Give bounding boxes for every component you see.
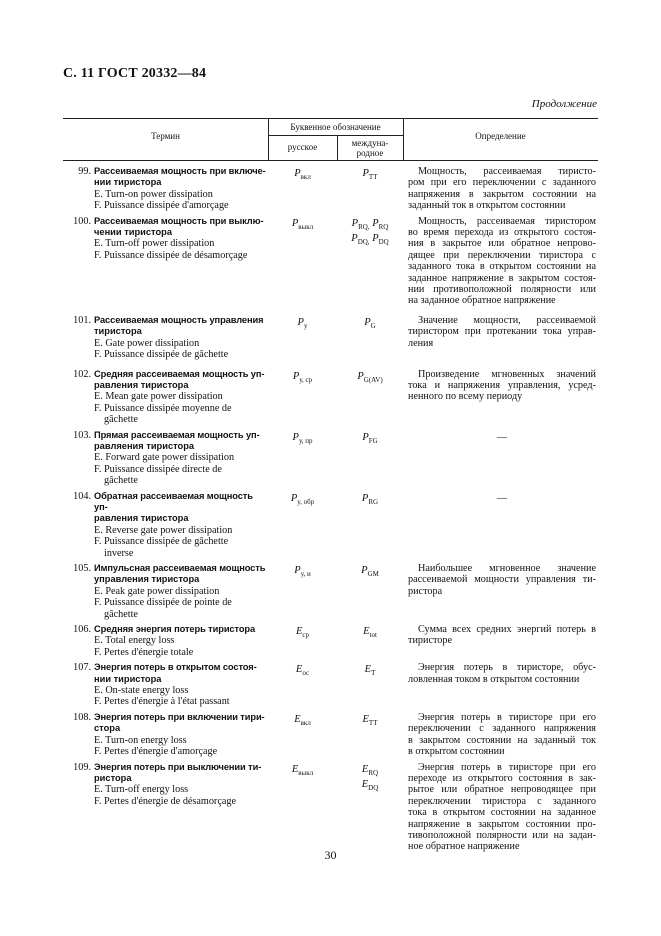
- term-english: E. Mean gate power dissipation: [94, 391, 223, 403]
- symbol-base: P: [364, 316, 371, 328]
- definition-cell: [403, 662, 598, 708]
- term-french: gâchette: [104, 608, 138, 620]
- symbol-subscript: выкл: [298, 768, 314, 777]
- term-english: E. Turn-off energy loss: [94, 784, 189, 796]
- definition-line: Произведение мгновенных значений: [418, 368, 596, 380]
- symbol-intl: [337, 371, 403, 387]
- term-french: gâchette: [104, 414, 138, 426]
- definition-line: во время перехода из открытого состоя-: [408, 227, 596, 239]
- symbol-subscript: у, и: [300, 570, 311, 579]
- term-english: E. Gate power dissipation: [94, 337, 200, 349]
- term-french: F. Pertes d'énergie d'amorçage: [94, 746, 218, 758]
- symbol-intl: [337, 432, 403, 448]
- symbol-ru: [268, 218, 337, 234]
- table-row: [63, 430, 598, 487]
- term-ru: Импульсная рассеиваемая мощность: [94, 563, 266, 573]
- symbol-ru: [268, 764, 337, 780]
- term-french: inverse: [104, 547, 134, 559]
- symbol-intl: [337, 233, 403, 249]
- symbol-intl-cell: [337, 762, 403, 853]
- definition-line: ния в закрытое или обратное непрово-: [408, 238, 596, 250]
- term-number: 104.: [73, 490, 91, 502]
- term-cell: [63, 563, 268, 620]
- term-ru: Средняя энергия потерь тиристора: [94, 624, 256, 635]
- symbol-intl-cell: [337, 166, 403, 212]
- symbol-subscript: T: [371, 669, 376, 678]
- term-ru-continued: ристора: [94, 772, 132, 783]
- symbol-intl-cell: [337, 662, 403, 708]
- symbol-subscript: выкл: [298, 222, 314, 231]
- symbol-ru-cell: [268, 216, 337, 307]
- symbol-ru: [268, 493, 337, 509]
- symbol-base: P: [291, 217, 299, 229]
- symbol-subscript: у, обр: [297, 497, 315, 506]
- symbol-subscript: у: [303, 321, 308, 330]
- term-cell: [63, 369, 268, 426]
- symbol-subscript: вкл: [300, 718, 311, 727]
- definition-line: Энергия потерь в тиристоре при его: [418, 711, 596, 723]
- definition-line: на заданное обратное напряжение: [408, 295, 556, 307]
- symbol-base: E: [364, 664, 372, 676]
- term-ru: Рассеиваемая мощность при включе-: [94, 166, 266, 176]
- term-cell: [63, 662, 268, 708]
- term-number: 103.: [73, 429, 91, 441]
- symbol-ru: [268, 664, 337, 680]
- term-french: gâchette: [104, 475, 138, 487]
- symbol-subscript: DQ,: [357, 238, 370, 247]
- symbol-base: P: [351, 233, 358, 245]
- definition-line: ненного по всему периоду: [408, 391, 523, 403]
- definition-line: переходе из открытого состояния в зак-: [408, 772, 596, 784]
- definition-line: Мощность, рассеиваемая тиристором: [418, 215, 596, 227]
- definition-cell: [403, 430, 598, 487]
- term-number: 108.: [73, 711, 91, 723]
- symbol-ru-cell: [268, 491, 337, 559]
- table-top-rule: [63, 118, 598, 119]
- symbol-intl-cell: [337, 563, 403, 620]
- symbol-ru-cell: [268, 430, 337, 487]
- continuation-label: Продолжение: [531, 98, 597, 110]
- term-cell: [63, 624, 268, 658]
- symbol-intl: [337, 714, 403, 730]
- symbol-subscript: G: [370, 321, 376, 330]
- term-ru: Рассеиваемая мощность управления: [94, 314, 264, 325]
- definition-line: ления: [408, 337, 434, 349]
- symbol-base: P: [297, 316, 304, 328]
- symbol-intl: [337, 493, 403, 509]
- symbol-ru-cell: [268, 166, 337, 212]
- symbol-base: P: [357, 370, 364, 382]
- term-cell: [63, 430, 268, 487]
- symbol-base: P: [361, 492, 369, 504]
- symbol-base: P: [294, 168, 301, 179]
- table-header-bottom-rule: [63, 160, 598, 161]
- symbol-base: P: [290, 492, 298, 504]
- term-first-line: [73, 624, 268, 635]
- term-ru-continued: стора: [94, 723, 121, 734]
- term-french: F. Pertes d'énergie totale: [94, 646, 194, 658]
- symbol-subheader-rule: [268, 135, 403, 136]
- symbol-subscript: RQ: [368, 768, 379, 777]
- symbol-subscript: RG: [368, 497, 379, 506]
- header-symbol-intl-line2: родное: [356, 148, 384, 158]
- term-cell: [63, 216, 268, 307]
- symbol-base: E: [363, 626, 370, 638]
- symbol-subscript: TT: [368, 173, 378, 182]
- term-french: F. Puissance dissipée de gâchette: [94, 536, 229, 548]
- definition-line: ловленная током в открытом состоянии: [408, 673, 580, 685]
- term-french: F. Puissance dissipée d'amorçage: [94, 200, 229, 212]
- definition-line: тиристором при протекании тока управ-: [408, 326, 596, 338]
- term-french: F. Pertes d'énergie de désamorçage: [94, 795, 236, 807]
- symbol-ru-cell: [268, 563, 337, 620]
- term-first-line: [73, 369, 268, 380]
- definition-line: Сумма всех средних энергий потерь в: [418, 624, 596, 636]
- term-english: E. Total energy loss: [94, 635, 175, 647]
- term-cell: [63, 491, 268, 559]
- term-english: E. On-state energy loss: [94, 685, 189, 697]
- symbol-ru: [268, 714, 337, 730]
- term-cell: [63, 166, 268, 212]
- symbol-ru-cell: [268, 624, 337, 658]
- term-english: E. Turn-off power dissipation: [94, 238, 215, 250]
- definition-line: заданный ток в открытом состоянии: [408, 200, 566, 212]
- table-row: [63, 166, 598, 212]
- term-ru-continued: нии тиристора: [94, 177, 162, 188]
- symbol-intl-cell: [337, 624, 403, 658]
- term-ru-continued: чении тиристора: [94, 227, 172, 238]
- term-french: F. Puissance dissipée de gâchette: [94, 349, 229, 361]
- term-number: 100.: [73, 215, 91, 227]
- term-number: 99.: [78, 166, 91, 177]
- term-first-line: [73, 430, 268, 441]
- symbol-intl: [337, 168, 403, 184]
- table-row: [63, 762, 598, 853]
- term-first-line: [73, 166, 268, 177]
- symbol-intl-cell: [337, 491, 403, 559]
- symbol-ru-cell: [268, 662, 337, 708]
- symbol-base: P: [362, 168, 369, 179]
- symbol-base: P: [361, 565, 368, 576]
- definition-line: заданного тока в открытом состоянии на: [408, 261, 596, 273]
- table-row: [63, 563, 598, 620]
- header-symbol-ru: русское: [287, 142, 318, 152]
- symbol-subscript: вкл: [300, 173, 311, 182]
- symbol-subscript: FG: [368, 436, 378, 445]
- term-english: E. Reverse gate power dissipation: [94, 524, 233, 536]
- definition-line: рассеиваемой мощности управления ти-: [408, 574, 596, 586]
- symbol-intl: [337, 218, 403, 234]
- term-number: 109.: [73, 761, 91, 773]
- symbol-intl-cell: [337, 315, 403, 361]
- header-symbol-intl-line1: междуна-: [351, 138, 389, 148]
- definition-cell: [403, 216, 598, 307]
- term-ru: Рассеиваемая мощность при выклю-: [94, 215, 264, 226]
- definition-line: рытое или обратное непроводящее при: [408, 784, 596, 796]
- term-ru: Обратная рассеиваемая мощность уп-: [94, 490, 253, 512]
- symbol-base: E: [295, 664, 303, 676]
- term-ru-continued: равления тиристора: [94, 379, 189, 390]
- symbol-ru-cell: [268, 762, 337, 853]
- term-first-line: [73, 662, 268, 673]
- term-english: E. Peak gate power dissipation: [94, 585, 220, 597]
- definition-line: тока в открытом состоянии на заданное: [408, 807, 596, 819]
- symbol-base: P: [292, 431, 299, 443]
- definition-line: в открытом состоянии: [408, 746, 505, 758]
- definition-line: —: [496, 492, 508, 504]
- symbol-base: E: [361, 779, 369, 790]
- symbol-intl-cell: [337, 216, 403, 307]
- term-french: F. Pertes d'énergie à l'état passant: [94, 696, 230, 708]
- definition-line: нии противоположной полярности или: [408, 284, 596, 296]
- symbol-base: E: [361, 763, 369, 775]
- symbol-subscript: RQ: [378, 222, 389, 231]
- symbol-subscript: ос: [302, 669, 310, 678]
- definition-line: переключении тиристора с заданного: [408, 795, 596, 807]
- page-number: 30: [324, 848, 337, 862]
- table-row: [63, 662, 598, 708]
- header-symbol: Буквенное обозначение: [290, 122, 381, 132]
- definition-line: напряжение в закрытом состоянии про-: [408, 818, 596, 830]
- term-first-line: [73, 563, 268, 574]
- symbol-base: P: [292, 370, 300, 382]
- term-ru: Прямая рассеиваемая мощность уп-: [94, 429, 260, 440]
- term-ru-continued: тиристора: [94, 326, 142, 337]
- term-first-line: [73, 762, 268, 773]
- symbol-subscript: ср: [302, 631, 310, 640]
- symbol-ru-cell: [268, 369, 337, 426]
- definition-line: в закрытом состоянии на заданный ток: [408, 734, 596, 746]
- term-ru: Энергия потерь в открытом состоя-: [94, 662, 257, 673]
- term-french: F. Puissance dissipée moyenne de: [94, 402, 232, 414]
- definition-line: дящее при переключении тиристора с: [408, 249, 596, 261]
- header-term: Термин: [151, 131, 180, 141]
- definition-cell: [403, 624, 598, 658]
- symbol-ru: [268, 317, 337, 333]
- definition-line: заданное напряжение в закрытом состоя-: [408, 272, 596, 284]
- term-ru-continued: равления тиристора: [94, 513, 189, 524]
- symbol-subscript: DQ: [368, 784, 379, 793]
- symbol-intl-cell: [337, 430, 403, 487]
- symbol-intl-cell: [337, 712, 403, 758]
- definition-cell: [403, 762, 598, 853]
- term-number: 107.: [73, 662, 91, 674]
- symbol-base: P: [351, 217, 359, 229]
- term-ru-continued: равляения тиристора: [94, 440, 195, 451]
- definition-line: Энергия потерь в тиристоре, обус-: [418, 662, 596, 674]
- definition-line: переключении с заданного напряжения: [408, 723, 596, 735]
- term-number: 105.: [73, 563, 91, 574]
- symbol-intl: [337, 764, 403, 780]
- symbol-base: E: [294, 713, 301, 725]
- term-number: 106.: [73, 624, 91, 636]
- term-first-line: [73, 491, 268, 514]
- term-first-line: [73, 315, 268, 326]
- definition-line: —: [496, 431, 508, 443]
- symbol-subscript: у, пр: [298, 436, 313, 445]
- term-english: E. Turn-on energy loss: [94, 734, 187, 746]
- page-header: С. 11 ГОСТ 20332—84: [63, 66, 207, 81]
- definition-cell: [403, 166, 598, 212]
- symbol-base: P: [362, 431, 369, 443]
- definition-line: ром при его переключении с заданного: [408, 177, 596, 189]
- table-row: [63, 369, 598, 426]
- symbol-base: P: [372, 217, 379, 229]
- symbol-subscript: GM: [367, 570, 379, 579]
- symbol-base: P: [372, 233, 379, 245]
- term-ru: Энергия потерь при выключении ти-: [94, 761, 262, 772]
- symbol-subscript: DQ: [378, 238, 389, 247]
- term-ru: Энергия потерь при включении тири-: [94, 711, 265, 722]
- definition-line: напряжения в закрытом состоянии на: [408, 188, 596, 200]
- definition-line: тиристоре: [408, 635, 452, 647]
- symbol-subscript: TT: [368, 718, 378, 727]
- symbol-ru: [268, 565, 337, 581]
- term-ru: Средняя рассеиваемая мощность уп-: [94, 368, 265, 379]
- symbol-ru: [268, 168, 337, 184]
- symbol-subscript: у, ср: [299, 375, 313, 384]
- table-row: [63, 491, 598, 559]
- symbol-intl: [337, 664, 403, 680]
- term-first-line: [73, 216, 268, 227]
- symbol-base: E: [362, 713, 369, 725]
- header-symbol-intl: [337, 138, 403, 158]
- table-row: [63, 712, 598, 758]
- definition-line: тока и напряжения управления, усред-: [408, 379, 596, 391]
- symbol-subscript: RQ,: [358, 222, 370, 231]
- table-row: [63, 624, 598, 658]
- term-ru-continued: управления тиристора: [94, 574, 200, 585]
- term-first-line: [73, 712, 268, 723]
- definition-cell: [403, 491, 598, 559]
- definition-line: Наибольшее мгновенное значение: [418, 563, 596, 574]
- definition-line: тивоположной полярности или на задан-: [408, 829, 596, 841]
- definition-line: Мощность, рассеиваемая тиристо-: [418, 166, 596, 177]
- symbol-intl: [337, 626, 403, 642]
- term-ru-continued: нии тиристора: [94, 673, 162, 684]
- definition-line: Значение мощности, рассеиваемой: [418, 314, 596, 326]
- symbol-intl: [337, 565, 403, 581]
- term-french: F. Puissance dissipée de désamorçage: [94, 249, 248, 261]
- term-cell: [63, 712, 268, 758]
- table-row: [63, 315, 598, 361]
- symbol-ru: [268, 371, 337, 387]
- symbol-intl-cell: [337, 369, 403, 426]
- symbol-ru-cell: [268, 712, 337, 758]
- term-number: 102.: [73, 368, 91, 380]
- symbol-intl: [337, 779, 403, 795]
- definition-line: Энергия потерь в тиристоре при его: [418, 761, 596, 773]
- symbol-ru: [268, 432, 337, 448]
- symbol-intl: [337, 317, 403, 333]
- definition-cell: [403, 563, 598, 620]
- symbol-subscript: tot: [369, 631, 377, 640]
- term-english: E. Forward gate power dissipation: [94, 452, 235, 464]
- symbol-ru: [268, 626, 337, 642]
- term-english: E. Turn-on power dissipation: [94, 188, 213, 200]
- symbol-base: E: [291, 763, 299, 775]
- term-cell: [63, 315, 268, 361]
- symbol-ru-cell: [268, 315, 337, 361]
- symbol-base: P: [294, 565, 301, 576]
- definition-cell: [403, 712, 598, 758]
- definition-cell: [403, 369, 598, 426]
- symbol-base: E: [295, 626, 303, 638]
- header-definition: Определение: [475, 131, 526, 141]
- term-number: 101.: [73, 314, 91, 326]
- definition-line: ристора: [408, 585, 443, 597]
- definition-cell: [403, 315, 598, 361]
- term-french: F. Puissance dissipée de pointe de: [94, 597, 232, 609]
- table-row: [63, 216, 598, 307]
- table-body: [63, 166, 598, 857]
- symbol-subscript: G(AV): [363, 375, 383, 384]
- definition-line: ное обратное напряжение: [408, 841, 520, 853]
- term-cell: [63, 762, 268, 853]
- term-french: F. Puissance dissipée directe de: [94, 463, 222, 475]
